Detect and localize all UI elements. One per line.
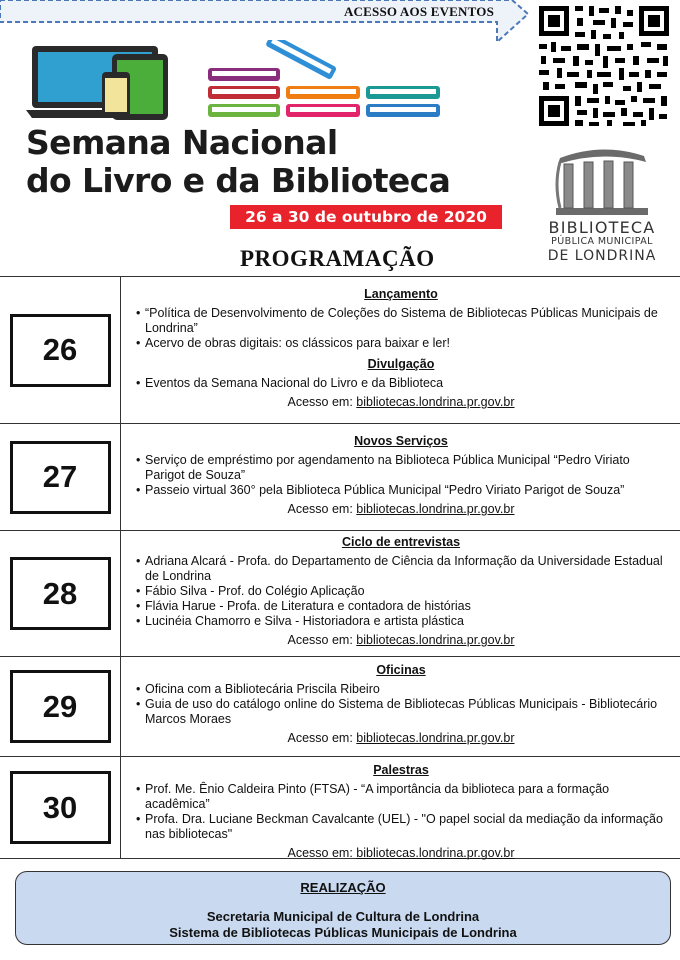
books-illustration xyxy=(206,40,446,124)
schedule-row-27 xyxy=(0,424,680,531)
access-link[interactable]: bibliotecas.londrina.pr.gov.br xyxy=(356,846,515,860)
qr-code-icon[interactable] xyxy=(537,4,671,128)
access-line xyxy=(136,633,666,648)
list-item: • Flávia Harue - Profa. de Literatura e contadora de histórias xyxy=(136,599,666,614)
list-item: • Oficina com a Bibliotecária Priscila Ribeiro xyxy=(136,682,666,697)
schedule-table xyxy=(0,276,680,859)
library-name-line3: DE LONDRINA xyxy=(547,248,657,264)
event-dates-badge: 26 a 30 de outubro de 2020 xyxy=(230,205,502,229)
list-item: • Lucinéia Chamorro e Silva - Historiadora e artista plástica xyxy=(136,614,666,629)
item-list xyxy=(136,782,666,842)
access-line xyxy=(136,502,666,517)
library-building-icon xyxy=(546,146,658,218)
section-title: Novos Serviços xyxy=(354,434,448,448)
section-title: Oficinas xyxy=(376,663,426,677)
access-label: Acesso em: xyxy=(287,502,353,516)
day-content xyxy=(121,531,680,656)
organizers-title: REALIZAÇÃO xyxy=(300,880,386,895)
devices-illustration xyxy=(26,44,196,122)
section-title: Divulgação xyxy=(367,357,435,371)
list-item: • Passeio virtual 360° pela Biblioteca Pública Municipal “Pedro Viriato Parigot de Souza” xyxy=(136,483,666,498)
section-title: Lançamento xyxy=(364,287,438,301)
day-number: 26 xyxy=(10,314,111,387)
section-title: Palestras xyxy=(373,763,429,777)
section-heading: PROGRAMAÇÃO xyxy=(240,246,435,271)
organizers-box xyxy=(15,871,671,945)
day-content xyxy=(121,757,680,858)
list-item: • Adriana Alcará - Profa. do Departamento de Ciência da Informação da Universidade Estadual de Londrina xyxy=(136,554,666,584)
event-title-line1: Semana Nacional xyxy=(26,123,338,162)
date-cell xyxy=(0,531,121,656)
event-title xyxy=(26,124,516,200)
library-name-line1: BIBLIOTECA xyxy=(548,218,656,237)
library-name xyxy=(540,220,664,264)
day-number: 29 xyxy=(10,670,111,743)
schedule-row-26 xyxy=(0,277,680,424)
schedule-row-28 xyxy=(0,531,680,657)
banner-label: ACESSO AOS EVENTOS xyxy=(343,4,494,19)
day-content xyxy=(121,424,680,530)
access-label: Acesso em: xyxy=(287,633,353,647)
list-item: • Guia de uso do catálogo online do Sistema de Bibliotecas Públicas Municipais - Bibliotecário Marcos Moraes xyxy=(136,697,666,727)
item-list xyxy=(136,682,666,727)
section-title: Ciclo de entrevistas xyxy=(341,535,461,549)
schedule-row-29 xyxy=(0,657,680,757)
day-number: 27 xyxy=(10,441,111,514)
schedule-row-30 xyxy=(0,757,680,859)
access-link[interactable]: bibliotecas.londrina.pr.gov.br xyxy=(356,633,515,647)
day-number: 30 xyxy=(10,771,111,844)
access-label: Acesso em: xyxy=(287,395,353,409)
event-title-line2: do Livro e da Biblioteca xyxy=(26,161,451,200)
list-item: • “Política de Desenvolvimento de Coleções do Sistema de Bibliotecas Públicas Municipais de Londrina” xyxy=(136,306,666,336)
list-item: • Profa. Dra. Luciane Beckman Cavalcante (UEL) - "O papel social da mediação da informação nas bibliotecas" xyxy=(136,812,666,842)
organizer-line2: Sistema de Bibliotecas Públicas Municipais de Londrina xyxy=(169,925,517,940)
list-item: • Eventos da Semana Nacional do Livro e da Biblioteca xyxy=(136,376,666,391)
day-content xyxy=(121,277,680,423)
date-cell xyxy=(0,424,121,530)
access-label: Acesso em: xyxy=(287,731,353,745)
list-item: • Serviço de empréstimo por agendamento na Biblioteca Pública Municipal “Pedro Viriato Parigot de Souza” xyxy=(136,453,666,483)
list-item: • Prof. Me. Ênio Caldeira Pinto (FTSA) - “A importância da biblioteca para a formação acadêmica” xyxy=(136,782,666,812)
list-item: • Acervo de obras digitais: os clássicos para baixar e ler! xyxy=(136,336,666,351)
day-number: 28 xyxy=(10,557,111,630)
access-label: Acesso em: xyxy=(287,846,353,860)
access-line xyxy=(136,731,666,746)
item-list xyxy=(136,554,666,629)
access-link[interactable]: bibliotecas.londrina.pr.gov.br xyxy=(356,395,515,409)
date-cell xyxy=(0,757,121,858)
access-link[interactable]: bibliotecas.londrina.pr.gov.br xyxy=(356,731,515,745)
organizer-line1: Secretaria Municipal de Cultura de Londrina xyxy=(206,909,480,924)
library-name-line2: PÚBLICA MUNICIPAL xyxy=(551,236,653,247)
date-cell xyxy=(0,657,121,756)
item-list xyxy=(136,453,666,498)
list-item: • Fábio Silva - Prof. do Colégio Aplicação xyxy=(136,584,666,599)
item-list xyxy=(136,376,666,391)
item-list xyxy=(136,306,666,351)
access-line xyxy=(136,395,666,410)
events-access-banner[interactable] xyxy=(0,0,530,44)
access-link[interactable]: bibliotecas.londrina.pr.gov.br xyxy=(356,502,515,516)
day-content xyxy=(121,657,680,756)
date-cell xyxy=(0,277,121,423)
access-line xyxy=(136,846,666,861)
